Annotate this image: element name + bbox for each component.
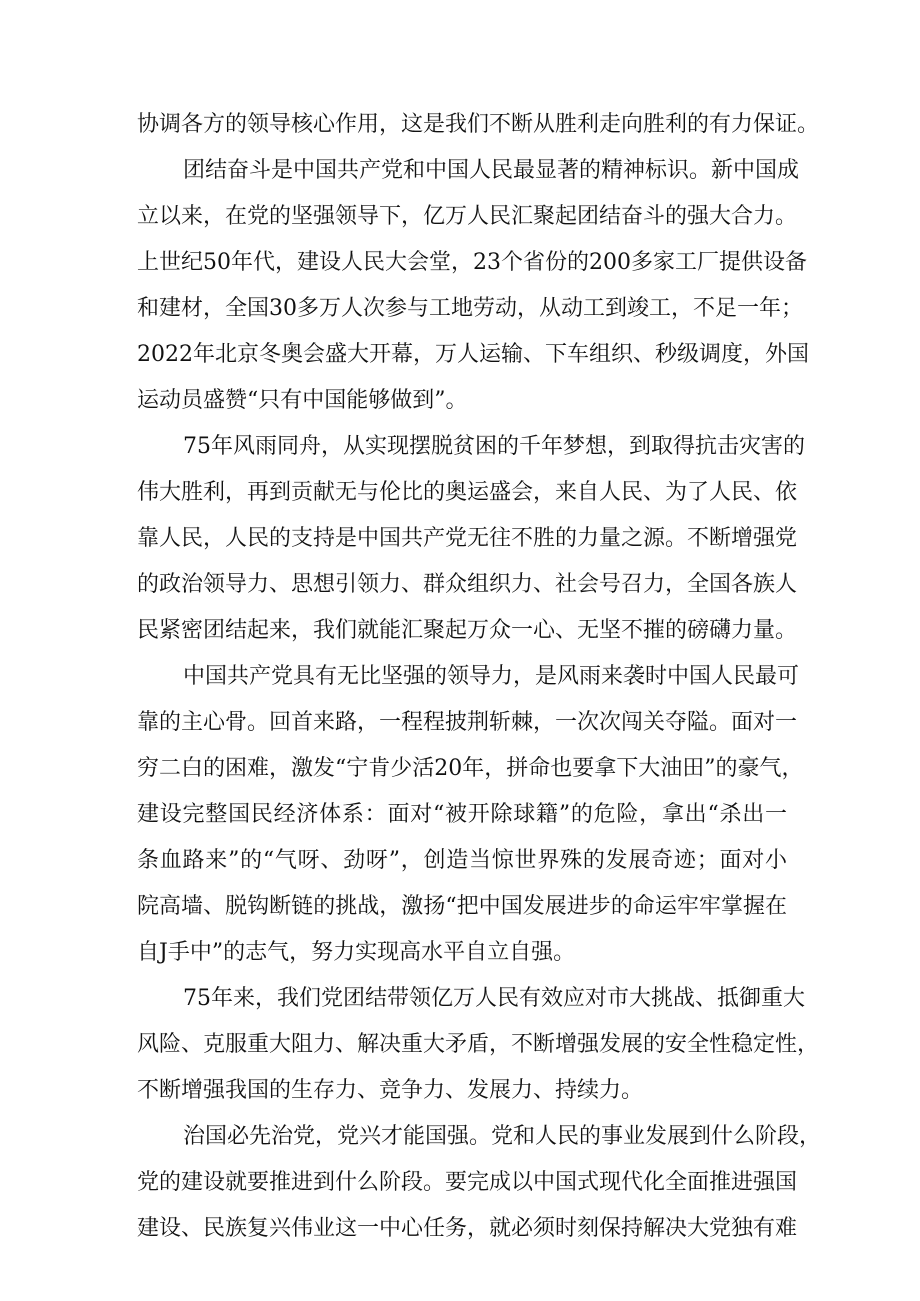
paragraph-1 (137, 102, 820, 148)
text-line: 条血路来”的“气呀、劲呀”，创造当惊世界殊的发展奇迹；面对小 (137, 848, 787, 873)
text-line: 党的建设就要推进到什么阶段。要完成以中国式现代化全面推进强国 (137, 1170, 798, 1195)
text-line: 75年来，我们党团结带领亿万人民有效应对市大挑战、抵御重大 (183, 986, 805, 1011)
text-line: 立以来，在党的坚强领导下，亿万人民汇聚起团结奋斗的强大合力。 (137, 204, 798, 229)
text-line: 协调各方的领导核心作用，这是我们不断从胜利走向胜利的有力保证。 (137, 112, 820, 137)
text-line: 的政治领导力、思想引领力、群众组织力、社会号召力，全国各族人 (137, 572, 798, 597)
text-line: 建设、民族复兴伟业这一中心任务，就必须时刻保持解决大党独有难 (137, 1216, 798, 1241)
text-line: 上世纪50年代，建设人民大会堂，23个省份的200多家工厂提供设备 (137, 250, 807, 275)
text-line: 建设完整国民经济体系：面对“被开除球籍”的危险，拿出“杀出一 (137, 802, 787, 827)
text-line: 中国共产党具有无比坚强的领导力，是风雨来袭时中国人民最可 (183, 664, 800, 689)
paragraph-5 (137, 976, 820, 1114)
text-line: 靠的主心骨。回首来路，一程程披荆斩棘，一次次闯关夺隘。面对一 (137, 710, 798, 735)
text-line: 2022年北京冬奥会盛大开幕，万人运输、下车组织、秒级调度，外国 (137, 342, 809, 367)
text-line: 风险、克服重大阻力、解决重大矛盾，不断增强发展的安全性稳定性， (137, 1032, 820, 1057)
text-line: 穷二白的困难，激发“宁肯少活20年，拼命也要拿下大油田”的豪气， (137, 756, 804, 781)
text-line: 团结奋斗是中国共产党和中国人民最显著的精神标识。新中国成 (183, 158, 800, 183)
paragraph-6 (137, 1114, 822, 1252)
text-line: 民紧密团结起来，我们就能汇聚起万众一心、无坚不摧的磅礴力量。 (137, 618, 798, 643)
text-line: 伟大胜利，再到贡献无与伦比的奥运盛会，来自人民、为了人民、依 (137, 480, 798, 505)
paragraph-4 (137, 654, 804, 976)
text-line: 院高墙、脱钩断链的挑战，激扬“把中国发展进步的命运牢牢掌握在 (137, 894, 787, 919)
text-line: 不断增强我国的生存力、竞争力、发展力、持续力。 (137, 1078, 644, 1103)
text-line: 靠人民，人民的支持是中国共产党无往不胜的力量之源。不断增强党 (137, 526, 798, 551)
paragraph-3 (137, 424, 805, 654)
body-text (137, 102, 822, 1252)
text-line: 和建材，全国30多万人次参与工地劳动，从动工到竣工，不足一年； (137, 296, 803, 321)
text-line: 75年风雨同舟，从实现摆脱贫困的千年梦想，到取得抗击灾害的 (183, 434, 805, 459)
paragraph-2 (137, 148, 809, 424)
text-line: 治国必先治党，党兴才能国强。党和人民的事业发展到什么阶段， (183, 1124, 822, 1149)
text-line: 自J手中”的志气，努力实现高水平自立自强。 (137, 940, 576, 965)
text-line: 运动员盛赞“只有中国能够做到”。 (137, 388, 468, 413)
